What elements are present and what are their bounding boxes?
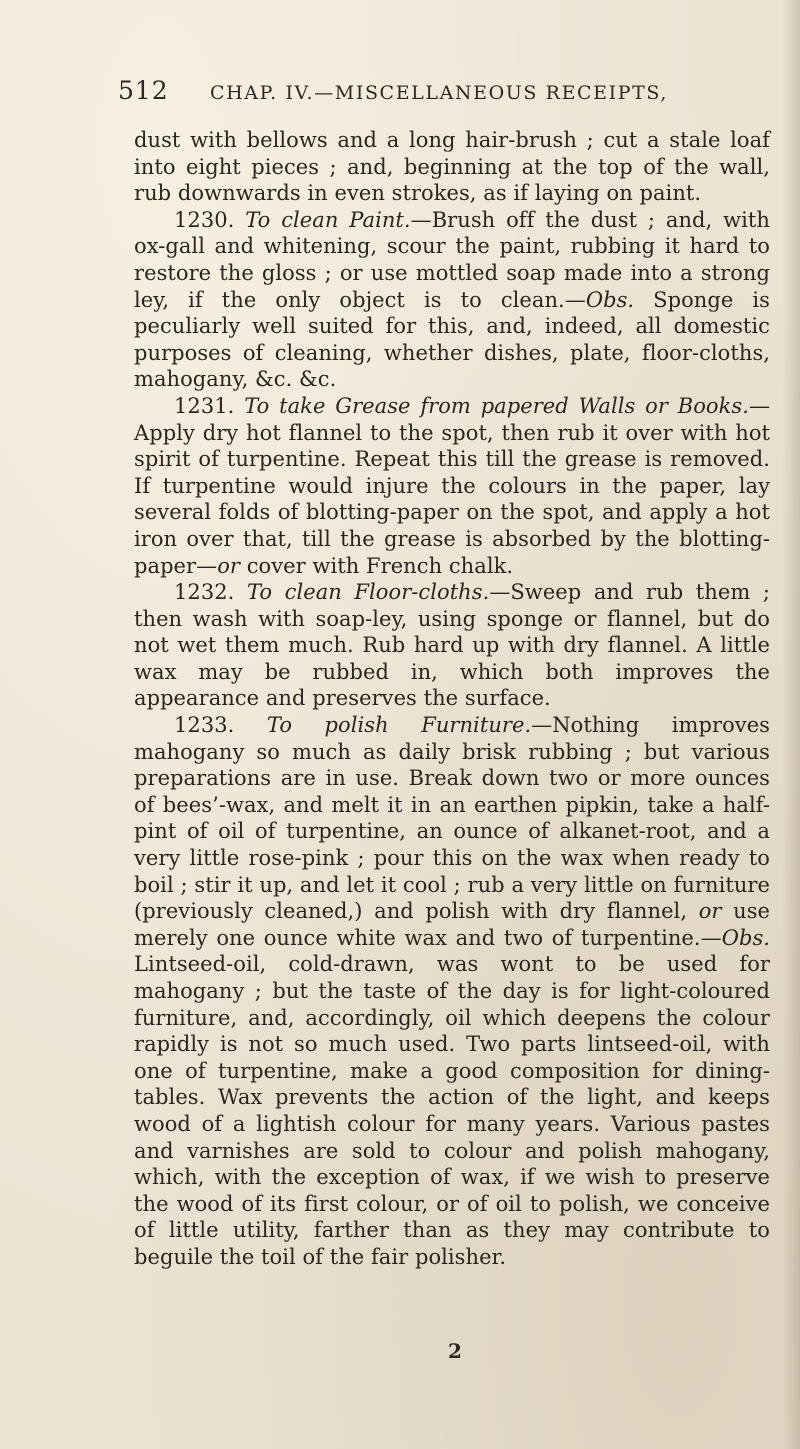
receipt-body-continued: use merely one ounce white wax and two of turpentine.— — [134, 899, 771, 950]
receipt-number: 1232. — [174, 580, 235, 605]
body-text — [134, 127, 770, 1271]
receipt-number: 1231. — [174, 393, 235, 418]
receipt-body-final: Lintseed-oil, cold-drawn, was wont to be used for mahogany ; but the taste of the day is for light-coloured furniture, and, accordingly, oil which deepens the colour rapidly is not so much used. Two parts lintseed-oil, with one of turpentine, make a good composition for dining-tables. Wax prevents the action of the light, and keeps wood of a lightish colour for many years. Various pastes and varnishes are sold to colour and polish mahogany, which, with the exception of wax, if we wish to preserve the wood of its first colour, or of oil to polish, we conceive of little utility, farther than as they may contribute to beguile the toil of the fair polisher. — [134, 952, 770, 1269]
receipt-body-continued: cover with French chalk. — [239, 553, 514, 578]
receipt-number: 1230. — [174, 207, 235, 232]
running-head — [118, 76, 758, 110]
receipt-title: To take Grease from papered Walls or Books. — [244, 393, 749, 418]
page-number: 512 — [118, 76, 169, 105]
receipt-title: To polish Furniture. — [266, 713, 532, 738]
obs-label: Obs. — [721, 925, 770, 950]
italic-or: or — [698, 899, 722, 924]
paragraph-text: dust with bellows and a long hair-brush ; cut a stale loaf into eight pieces ; and, beginning at the top of the wall, rub downwards in even strokes, as if laying on paint. — [134, 128, 770, 206]
receipt-body: —Apply dry hot flannel to the spot, then rub it over with hot spirit of turpentine. Repeat this till the grease is removed. If turpentine would injure the colours in the paper, lay several folds of blotting-paper on the spot, and apply a hot iron over that, till the grease is absorbed by the blotting-paper— — [134, 393, 770, 578]
italic-or: or — [217, 553, 240, 578]
receipt-body: —Sweep and rub them ; then wash with soap-ley, using sponge or flannel, but do not wet them much. Rub hard up with dry flannel. A little wax may be rubbed in, which both improves the appearance and preserves the surface. — [134, 580, 770, 711]
receipt-number: 1233. — [174, 713, 235, 738]
receipt-body: —Brush off the dust ; and, with ox-gall and whitening, scour the paint, rubbing it hard to restore the gloss ; or use mottled soap made into a strong ley, if the only object is to clean.— — [134, 207, 770, 312]
receipt-body: —Nothing improves mahogany so much as daily brisk rubbing ; but various preparations are in use. Break down two or more ounces of bees’-wax, and melt it in an earthen pipkin, take a half-pint of oil of turpentine, an ounce of alkanet-root, and a very little rose-pink ; pour this on the wax when ready to boil ; stir it up, and let it cool ; rub a very little on furniture (previously cleaned,) and polish with dry flannel, — [134, 713, 771, 924]
paragraph-continuation — [134, 127, 770, 207]
receipt-title: To clean Floor-cloths. — [246, 580, 490, 605]
signature-mark: 2 — [448, 1339, 462, 1363]
receipt-1230 — [134, 207, 770, 393]
receipt-title: To clean Paint. — [245, 207, 411, 232]
chapter-title: CHAP. IV.—MISCELLANEOUS RECEIPTS, — [210, 82, 668, 104]
receipt-1233 — [134, 712, 770, 1270]
obs-label: Obs. — [585, 287, 635, 312]
receipt-body-continued: Sponge is peculiarly well suited for this, and, indeed, all domestic purposes of cleaning, whether dishes, plate, floor-cloths, mahogany, &c. &c. — [134, 287, 770, 392]
receipt-1232 — [134, 579, 770, 712]
page-edge-shadow — [782, 0, 800, 1449]
receipt-1231 — [134, 393, 770, 579]
